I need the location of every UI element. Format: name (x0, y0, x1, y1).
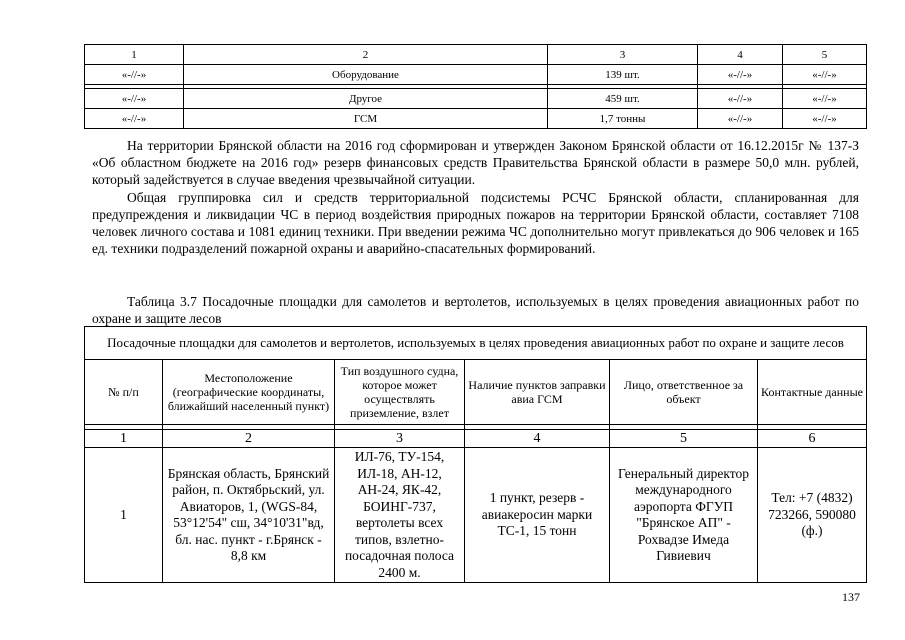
table-title: Посадочные площадки для самолетов и вертолетов, используемых в целях проведения авиационных работ по охране и защите лесов (85, 327, 867, 360)
table-cell: «-//-» (85, 65, 184, 85)
column-header: Местоположение (географические координаты, ближайший населенный пункт) (163, 360, 335, 425)
table-cell: 139 шт. (548, 65, 698, 85)
table-header-row (85, 360, 867, 425)
landing-sites-table (84, 326, 867, 583)
table-row (85, 448, 867, 583)
table-cell: «-//-» (698, 89, 783, 109)
table-cell: Оборудование (184, 65, 548, 85)
body-paragraph: На территории Брянской области на 2016 год сформирован и утвержден Законом Брянской области от 16.12.2015г № 137-З «Об областном бюджете на 2016 год» резерв финансовых средств Правительства Брянской области в размере 50,0 млн. рублей, который задействуется в случае введения чрезвычайной ситуации. (92, 138, 859, 187)
table-cell: 2 (163, 430, 335, 448)
table-cell: 1 (85, 448, 163, 583)
table-cell: 1 (85, 430, 163, 448)
column-header: Контактные данные (758, 360, 867, 425)
table-cell: «-//-» (85, 89, 184, 109)
table-cell: «-//-» (783, 109, 867, 129)
table-cell: 459 шт. (548, 89, 698, 109)
column-header: Лицо, ответственное за объект (610, 360, 758, 425)
table-cell: Тел: +7 (4832) 723266, 590080 (ф.) (758, 448, 867, 583)
table-cell: 3 (548, 45, 698, 65)
table-cell: Брянская область, Брянский район, п. Октябрьский, ул. Авиаторов, 1, (WGS-84, 53°12'54" сш, 34°10'31"вд, бл. нас. пункт - г.Брянск - 8,8 км (163, 448, 335, 583)
page-number: 137 (842, 590, 860, 604)
table-cell: 2 (184, 45, 548, 65)
column-header: Наличие пунктов заправки авиа ГСМ (465, 360, 610, 425)
table-cell: Другое (184, 89, 548, 109)
table-row (85, 65, 867, 85)
table-cell: «-//-» (698, 109, 783, 129)
column-number-row (85, 430, 867, 448)
table-cell: 1,7 тонны (548, 109, 698, 129)
column-header: № п/п (85, 360, 163, 425)
table-title-row (85, 327, 867, 360)
table-cell: «-//-» (783, 89, 867, 109)
table-cell: 4 (698, 45, 783, 65)
table-cell: 3 (335, 430, 465, 448)
table-cell: «-//-» (698, 65, 783, 85)
table-cell: 6 (758, 430, 867, 448)
table-cell: 4 (465, 430, 610, 448)
table-cell: ИЛ-76, ТУ-154, ИЛ-18, АН-12, АН-24, ЯК-42, БОИНГ-737, вертолеты всех типов, взлетно-посадочная полоса 2400 м. (335, 448, 465, 583)
table-row (85, 109, 867, 129)
table-cell: 5 (783, 45, 867, 65)
table-cell: 5 (610, 430, 758, 448)
column-header: Тип воздушного судна, которое может осуществлять приземление, взлет (335, 360, 465, 425)
table-header-row (85, 45, 867, 65)
table-row (85, 89, 867, 109)
table-cell: Генеральный директор международного аэропорта ФГУП "Брянское АП" - Рохвадзе Имеда Гивиевич (610, 448, 758, 583)
table-cell: «-//-» (783, 65, 867, 85)
resources-table (84, 44, 867, 129)
table-caption: Таблица 3.7 Посадочные площадки для самолетов и вертолетов, используемых в целях проведения авиационных работ по охране и защите лесов (92, 294, 859, 326)
table-cell: ГСМ (184, 109, 548, 129)
table-cell: 1 (85, 45, 184, 65)
body-paragraph: Общая группировка сил и средств территориальной подсистемы РСЧС Брянской области, спланированная для предупреждения и ликвидации ЧС в период воздействия природных пожаров на территории Брянской области, составляет 7108 человек личного состава и 1081 единиц техники. При введении режима ЧС дополнительно могут привлекаться до 906 человек и 165 ед. техники подразделений пожарной охраны и аварийно-спасательных формирований. (92, 190, 859, 256)
table-cell: «-//-» (85, 109, 184, 129)
table-cell: 1 пункт, резерв - авиакеросин марки ТС-1, 15 тонн (465, 448, 610, 583)
